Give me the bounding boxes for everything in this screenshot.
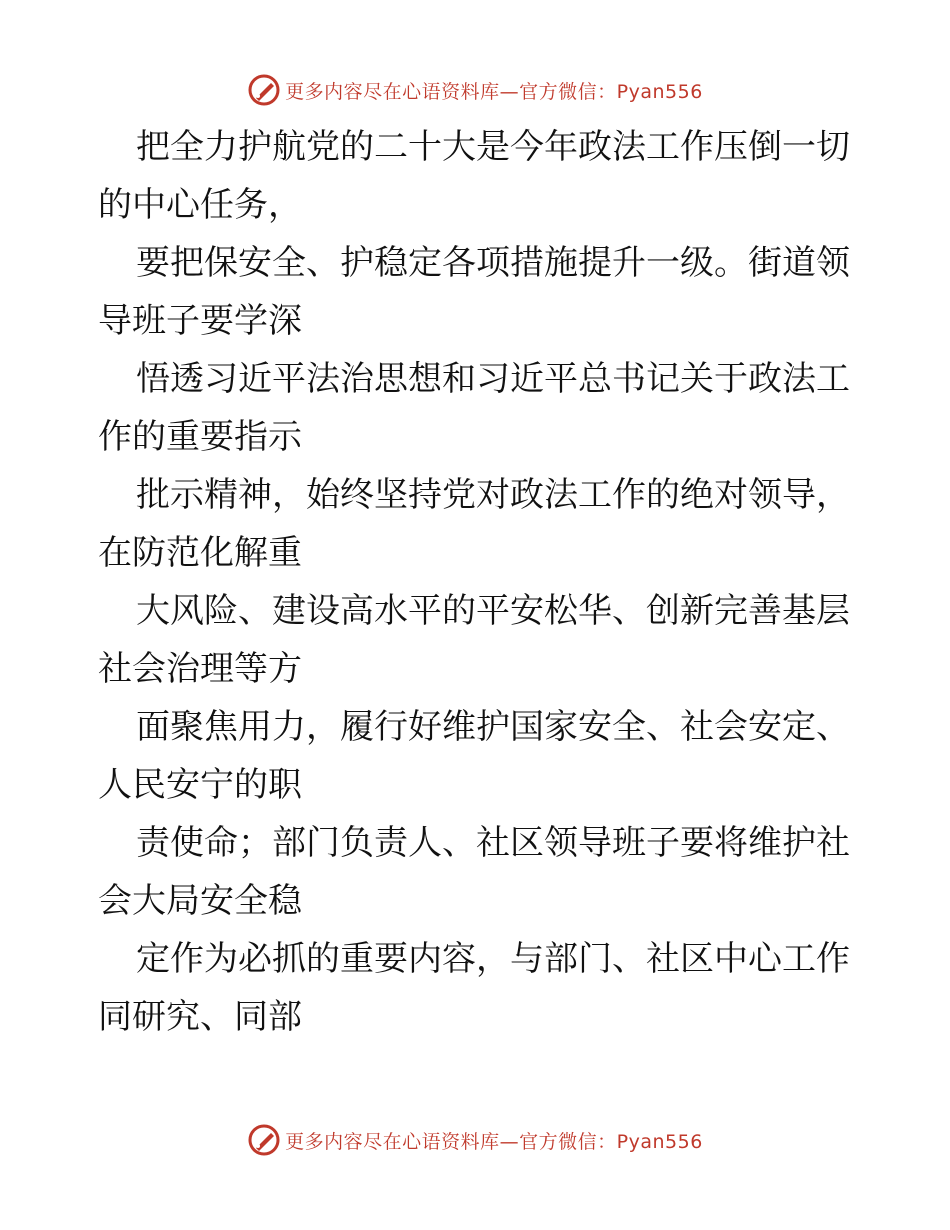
paragraph-line: 在防范化解重 — [98, 533, 302, 573]
paragraph-line: 悟透习近平法治思想和习近平总书记关于政法工 — [136, 359, 850, 399]
paragraph-2 — [98, 234, 858, 350]
header-banner-text: 更多内容尽在心语资料库—官方微信：Pyan556 — [285, 80, 703, 103]
paragraph-6 — [98, 698, 858, 814]
paragraph-5 — [98, 582, 858, 698]
paragraph-line: 定作为必抓的重要内容，与部门、社区中心工作 — [136, 939, 850, 979]
paragraph-4 — [98, 466, 858, 582]
paragraph-line: 的中心任务， — [98, 185, 302, 225]
paragraph-line: 责使命；部门负责人、社区领导班子要将维护社 — [136, 823, 850, 863]
paragraph-8 — [98, 930, 858, 1046]
paragraph-line: 要把保安全、护稳定各项措施提升一级。街道领 — [136, 243, 850, 283]
pen-circle-logo-icon — [247, 1123, 281, 1157]
header-banner — [0, 70, 950, 110]
paragraph-line: 大风险、建设高水平的平安松华、创新完善基层 — [136, 591, 850, 631]
paragraph-line: 把全力护航党的二十大是今年政法工作压倒一切 — [136, 127, 850, 167]
paragraph-line: 导班子要学深 — [98, 301, 302, 341]
paragraph-line: 会大局安全稳 — [98, 881, 302, 921]
paragraph-line: 人民安宁的职 — [98, 765, 302, 805]
paragraph-line: 同研究、同部 — [98, 997, 302, 1037]
paragraph-3 — [98, 350, 858, 466]
paragraph-7 — [98, 814, 858, 930]
paragraph-line: 社会治理等方 — [98, 649, 302, 689]
document-body — [98, 118, 858, 1046]
pen-circle-logo-icon — [247, 73, 281, 107]
paragraph-line: 批示精神，始终坚持党对政法工作的绝对领导， — [136, 475, 850, 515]
paragraph-line: 面聚焦用力，履行好维护国家安全、社会安定、 — [136, 707, 850, 747]
footer-banner-text: 更多内容尽在心语资料库—官方微信：Pyan556 — [285, 1130, 703, 1153]
paragraph-1 — [98, 118, 858, 234]
paragraph-line: 作的重要指示 — [98, 417, 302, 457]
footer-banner — [0, 1120, 950, 1160]
